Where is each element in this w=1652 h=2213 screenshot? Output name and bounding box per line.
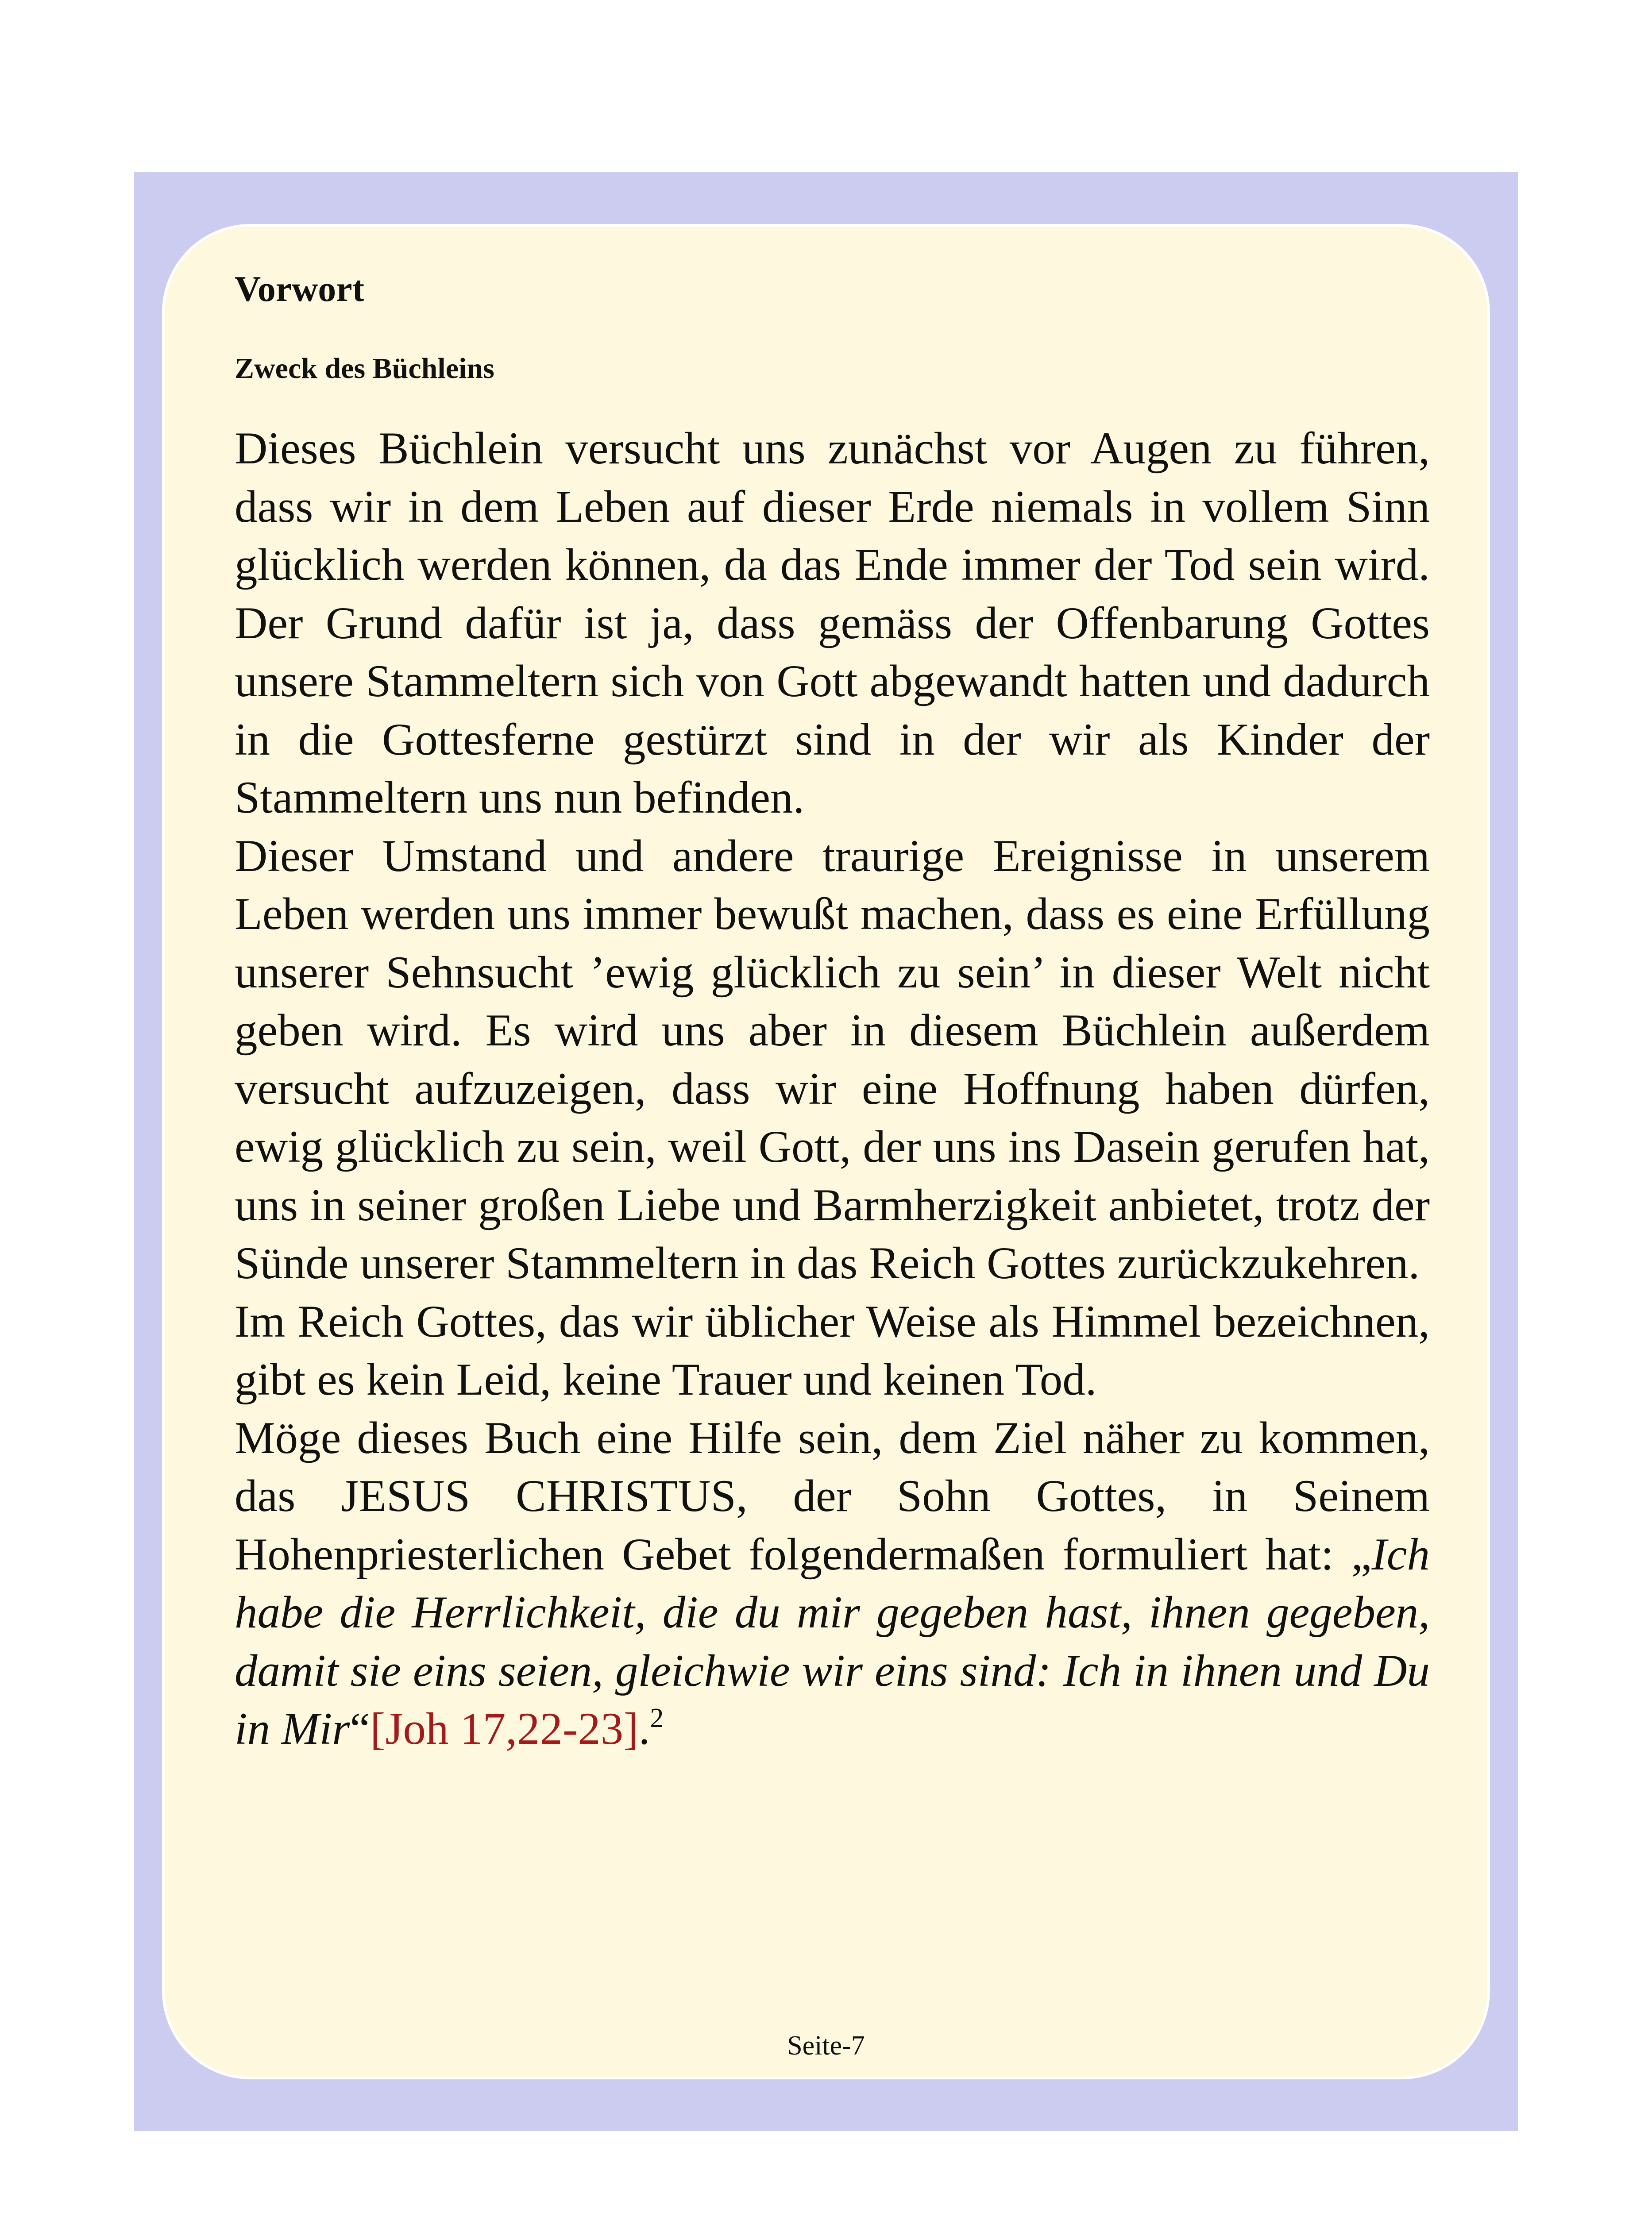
section-title: Zweck des Büchleins — [235, 352, 494, 385]
sentence-end: . — [638, 1704, 650, 1754]
paragraph-4-intro: Möge dieses Buch eine Hilfe sein, dem Ziel näher zu kommen, das JESUS CHRISTUS, der Sohn Gottes, in Seinem Hohenpriesterlichen Gebet folgendermaßen formuliert hat: „ — [235, 1412, 1430, 1580]
quote-close-mark: “ — [350, 1704, 371, 1754]
footnote-marker[interactable]: 2 — [650, 1703, 664, 1733]
bible-quote: Ich habe die Herrlichkeit, die du mir gegeben hast, ihnen gegeben, damit sie eins seien, gleichwie wir eins sind: Ich in ihnen und Du in Mir — [235, 1529, 1430, 1754]
page-number: Seite-7 — [787, 2031, 865, 2061]
page-frame — [134, 172, 1518, 2131]
body-text — [235, 420, 1430, 1758]
paragraph-4 — [235, 1409, 1430, 1758]
chapter-title: Vorwort — [235, 269, 365, 309]
paragraph-2: Dieser Umstand und andere traurige Ereignisse in unserem Leben werden uns immer bewußt machen, dass es eine Erfüllung unserer Sehnsucht ’ewig glücklich zu sein’ in dieser Welt nicht geben wird. Es wird uns aber in diesem Büchlein außerdem versucht aufzuzeigen, dass wir eine Hoffnung haben dürfen, ewig glücklich zu sein, weil Gott, der uns ins Dasein gerufen hat, uns in seiner großen Liebe und Barmherzigkeit anbietet, trotz der Sünde unserer Stammeltern in das Reich Gottes zurückzukehren. — [235, 830, 1430, 1288]
paragraph-3: Im Reich Gottes, das wir üblicher Weise als Himmel bezeichnen, gibt es kein Leid, keine Trauer und keinen Tod. — [235, 1296, 1430, 1405]
content-card — [162, 224, 1490, 2079]
paragraph-1: Dieses Büchlein versucht uns zunächst vor Augen zu führen, dass wir in dem Leben auf dieser Erde niemals in vollem Sinn glücklich werden können, da das Ende immer der Tod sein wird. Der Grund dafür ist ja, dass gemäss der Offenbarung Gottes unsere Stammeltern sich von Gott abgewandt hatten und dadurch in die Gottesferne gestürzt sind in der wir als Kinder der Stammeltern uns nun befinden. — [235, 423, 1430, 823]
bible-reference-link[interactable]: [Joh 17,22-23] — [370, 1704, 639, 1754]
text-content — [235, 265, 1430, 1758]
